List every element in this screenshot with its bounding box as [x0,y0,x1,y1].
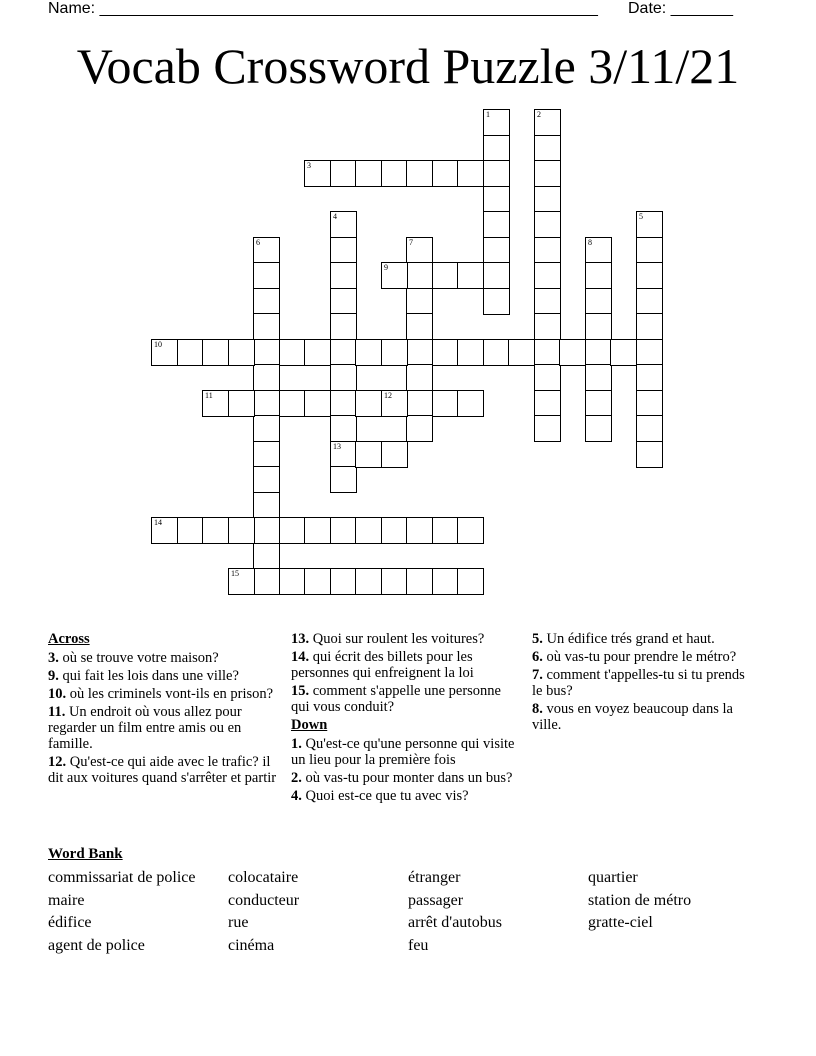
crossword-cell[interactable] [457,568,484,595]
crossword-cell[interactable] [432,262,459,289]
clue-number: 13 [333,442,341,451]
crossword-cell[interactable] [253,313,280,340]
clue-across-12: 12. Qu'est-ce qui aide avec le trafic? il dit aux voitures quand s'arrêter et partir [48,754,277,786]
crossword-cell[interactable] [483,288,510,315]
clue-number: 6 [256,238,260,247]
clues-column-3 [532,631,747,735]
crossword-cell[interactable] [585,339,612,366]
word-bank [48,869,768,955]
crossword-cell[interactable] [279,339,306,366]
crossword-cell[interactable] [534,211,561,238]
crossword-cell[interactable] [253,543,280,570]
crossword-cell[interactable] [253,568,280,595]
clue-down-6: 6. où vas-tu pour prendre le métro? [532,649,737,665]
crossword-cell[interactable] [202,390,229,417]
crossword-cell[interactable] [330,339,357,366]
crossword-cell[interactable] [585,364,612,391]
crossword-cell[interactable] [406,415,433,442]
crossword-cell[interactable] [330,568,357,595]
clue-down-4: 4. Quoi est-ce que tu avec vis? [291,788,469,804]
crossword-cell[interactable] [534,364,561,391]
crossword-cell[interactable] [330,390,357,417]
crossword-cell[interactable] [304,339,331,366]
crossword-cell[interactable] [381,568,408,595]
crossword-cell[interactable] [304,517,331,544]
crossword-cell[interactable] [381,441,408,468]
word-bank-item: passager [408,891,464,909]
clue-number: 3 [307,161,311,170]
clues-column-1 [48,631,278,788]
crossword-cell[interactable] [406,339,433,366]
crossword-cell[interactable] [534,313,561,340]
crossword-cell[interactable] [534,160,561,187]
clue-number: 15 [231,569,239,578]
crossword-cell[interactable] [457,262,484,289]
clue-down-7: 7. comment t'appelles-tu si tu prends le bus? [532,667,745,699]
crossword-cell[interactable] [151,517,178,544]
crossword-cell[interactable] [330,313,357,340]
crossword-cell[interactable] [355,160,382,187]
crossword-cell[interactable] [483,339,510,366]
clue-down-1: 1. Qu'est-ce qu'une personne qui visite un lieu pour la première fois [291,736,515,768]
crossword-cell[interactable] [381,390,408,417]
crossword-cell[interactable] [636,211,663,238]
word-bank-item: colocataire [228,869,299,886]
crossword-cell[interactable] [636,441,663,468]
crossword-cell[interactable] [636,237,663,264]
crossword-cell[interactable] [279,390,306,417]
crossword-cell[interactable] [228,517,255,544]
crossword-cell[interactable] [559,339,586,366]
crossword-cell[interactable] [406,160,433,187]
crossword-cell[interactable] [355,339,382,366]
crossword-cell[interactable] [253,237,280,264]
crossword-cell[interactable] [636,390,663,417]
clue-number: 4 [333,212,337,221]
word-bank-item: édifice [48,914,92,931]
crossword-cell[interactable] [406,517,433,544]
clue-across-15: 15. comment s'appelle une personne qui vous conduit? [291,683,501,715]
crossword-cell[interactable] [534,339,561,366]
crossword-cell[interactable] [330,466,357,493]
crossword-cell[interactable] [177,517,204,544]
crossword-cell[interactable] [432,339,459,366]
word-bank-item: cinéma [228,936,275,954]
clue-number: 1 [486,110,490,119]
crossword-cell[interactable] [483,160,510,187]
crossword-cell[interactable] [355,517,382,544]
crossword-cell[interactable] [585,390,612,417]
crossword-cell[interactable] [253,492,280,519]
crossword-cell[interactable] [177,339,204,366]
crossword-cell[interactable] [330,160,357,187]
crossword-cell[interactable] [381,262,408,289]
crossword-cell[interactable] [253,364,280,391]
clues-column-2 [291,631,523,806]
clue-number: 14 [154,518,162,527]
crossword-cell[interactable] [330,364,357,391]
crossword-cell[interactable] [406,288,433,315]
date-field-label: Date: _______ [628,0,733,17]
clue-across-14: 14. qui écrit des billets pour les personnes qui enfreignent la loi [291,649,474,681]
crossword-cell[interactable] [483,262,510,289]
crossword-cell[interactable] [534,186,561,213]
crossword-cell[interactable] [355,390,382,417]
crossword-cell[interactable] [330,517,357,544]
crossword-cell[interactable] [610,339,637,366]
clue-number: 10 [154,340,162,349]
crossword-cell[interactable] [228,390,255,417]
clue-number: 12 [384,391,392,400]
crossword-cell[interactable] [202,339,229,366]
word-bank-item: feu [408,936,429,954]
clue-number: 5 [639,212,643,221]
crossword-cell[interactable] [534,415,561,442]
clue-across-3: 3. où se trouve votre maison? [48,650,219,666]
word-bank-item: commissariat de police [48,869,196,886]
crossword-cell[interactable] [253,517,280,544]
crossword-cell[interactable] [585,262,612,289]
crossword-cell[interactable] [330,211,357,238]
crossword-cell[interactable] [406,364,433,391]
crossword-cell[interactable] [304,160,331,187]
crossword-cell[interactable] [228,568,255,595]
across-heading: Across [48,631,90,647]
crossword-cell[interactable] [534,109,561,136]
crossword-cell[interactable] [432,390,459,417]
crossword-cell[interactable] [534,237,561,264]
crossword-cell[interactable] [304,390,331,417]
crossword-cell[interactable] [432,568,459,595]
name-field-label: Name: ________________________________________________________ [48,0,598,17]
word-bank-item: maire [48,891,85,909]
crossword-cell[interactable] [585,237,612,264]
crossword-cell[interactable] [228,339,255,366]
crossword-cell[interactable] [253,466,280,493]
crossword-cell[interactable] [508,339,535,366]
crossword-cell[interactable] [432,160,459,187]
crossword-cell[interactable] [585,415,612,442]
crossword-cell[interactable] [253,441,280,468]
clue-down-8: 8. vous en voyez beaucoup dans la ville. [532,701,733,733]
word-bank-heading: Word Bank [48,846,123,862]
word-bank-item: station de métro [588,891,692,909]
word-bank-item: rue [228,914,249,931]
clue-number: 8 [588,238,592,247]
crossword-cell[interactable] [381,517,408,544]
word-bank-item: gratte-ciel [588,914,653,931]
crossword-cell[interactable] [457,390,484,417]
crossword-cell[interactable] [483,109,510,136]
down-heading: Down [291,717,328,733]
crossword-cell[interactable] [253,415,280,442]
crossword-cell[interactable] [330,415,357,442]
word-bank-item: étranger [408,869,461,886]
clue-across-9: 9. qui fait les lois dans une ville? [48,668,239,684]
crossword-cell[interactable] [330,262,357,289]
crossword-cell[interactable] [585,288,612,315]
crossword-cell[interactable] [636,313,663,340]
crossword-cell[interactable] [253,390,280,417]
crossword-cell[interactable] [330,237,357,264]
crossword-cell[interactable] [636,339,663,366]
crossword-cell[interactable] [330,441,357,468]
clue-across-13: 13. Quoi sur roulent les voitures? [291,631,485,647]
crossword-cell[interactable] [253,262,280,289]
clue-across-11: 11. Un endroit où vous allez pour regarder un film entre amis ou en famille. [48,704,242,752]
page-title: Vocab Crossword Puzzle 3/11/21 [76,38,740,94]
crossword-cell[interactable] [534,262,561,289]
clue-number: 11 [205,391,213,400]
crossword-cell[interactable] [534,390,561,417]
crossword-cell[interactable] [279,568,306,595]
crossword-cell[interactable] [483,135,510,162]
word-bank-item: conducteur [228,891,300,909]
crossword-cell[interactable] [355,441,382,468]
crossword-cell[interactable] [279,517,306,544]
clue-down-5: 5. Un édifice trés grand et haut. [532,631,715,647]
crossword-cell[interactable] [585,313,612,340]
crossword-cell[interactable] [330,288,357,315]
crossword-cell[interactable] [406,390,433,417]
crossword-cell[interactable] [406,237,433,264]
crossword-cell[interactable] [355,568,382,595]
crossword-cell[interactable] [483,186,510,213]
crossword-cell[interactable] [636,364,663,391]
crossword-cell[interactable] [253,288,280,315]
clue-number: 7 [409,238,413,247]
crossword-cell[interactable] [406,568,433,595]
crossword-cell[interactable] [457,160,484,187]
word-bank-item: quartier [588,869,638,886]
clue-number: 9 [384,263,388,272]
clue-number: 2 [537,110,541,119]
clue-down-2: 2. où vas-tu pour monter dans un bus? [291,770,513,786]
crossword-cell[interactable] [483,237,510,264]
crossword-cell[interactable] [636,415,663,442]
crossword-cell[interactable] [202,517,229,544]
crossword-cell[interactable] [406,262,433,289]
crossword-cell[interactable] [406,313,433,340]
crossword-cell[interactable] [381,339,408,366]
word-bank-item: arrêt d'autobus [408,914,502,931]
crossword-cell[interactable] [432,517,459,544]
crossword-cell[interactable] [534,135,561,162]
crossword-cell[interactable] [457,339,484,366]
word-bank-item: agent de police [48,936,145,954]
clue-across-10: 10. où les criminels vont-ils en prison? [48,686,274,702]
crossword-cell[interactable] [304,568,331,595]
crossword-cell[interactable] [636,288,663,315]
crossword-cell[interactable] [636,262,663,289]
crossword-cell[interactable] [381,160,408,187]
crossword-cell[interactable] [534,288,561,315]
crossword-cell[interactable] [457,517,484,544]
crossword-cell[interactable] [151,339,178,366]
crossword-cell[interactable] [253,339,280,366]
crossword-cell[interactable] [483,211,510,238]
